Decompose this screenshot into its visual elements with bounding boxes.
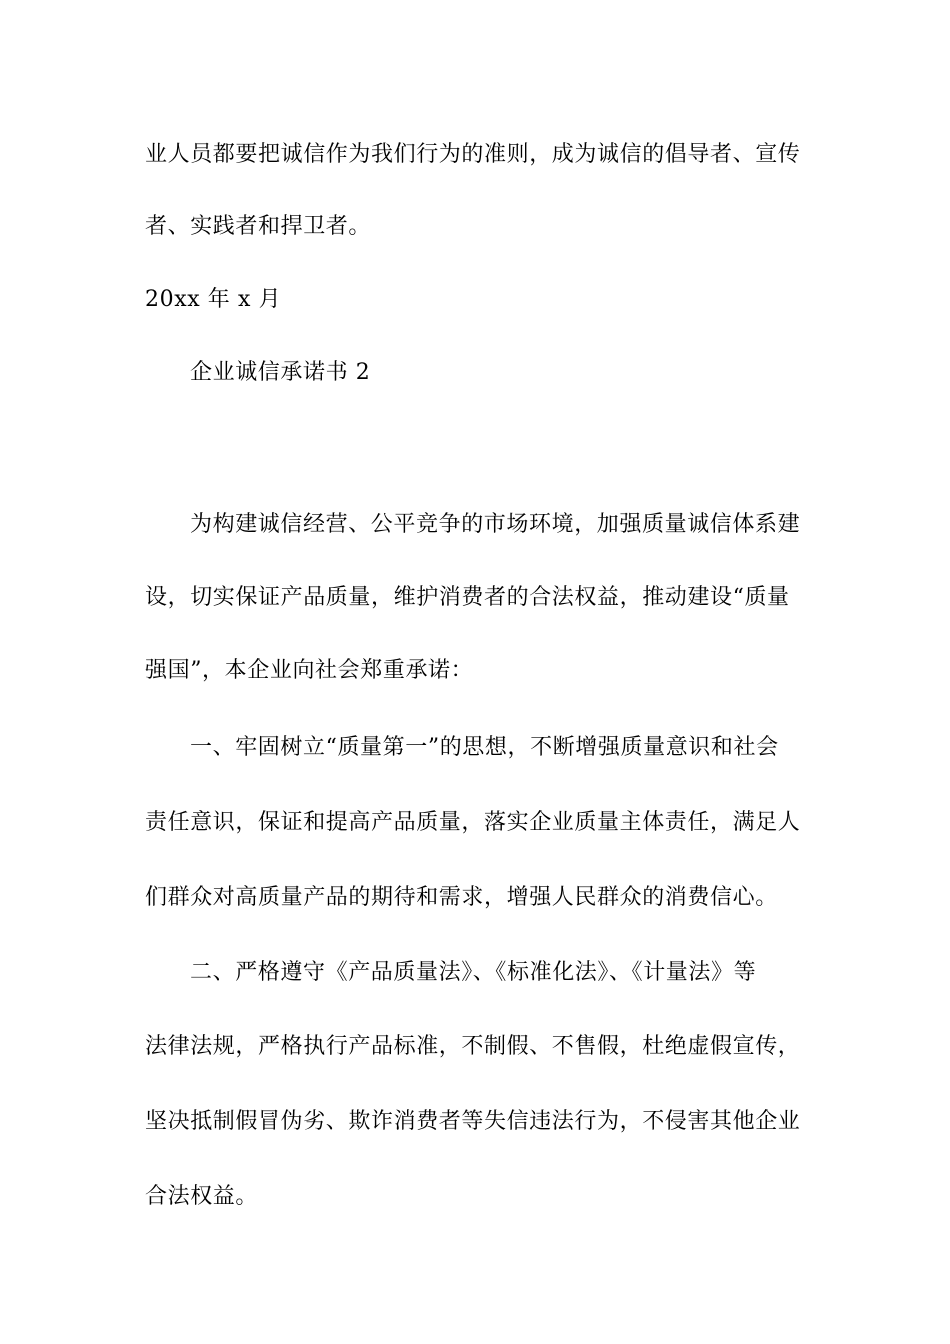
paragraph-line: 设，切实保证产品质量，维护消费者的合法权益，推动建设“质量: [145, 585, 790, 610]
paragraph-line: 强国”，本企业向社会郑重承诺：: [145, 658, 474, 683]
paragraph-line: 责任意识，保证和提高产品质量，落实企业质量主体责任，满足人: [145, 810, 801, 835]
paragraph-line: 们群众对高质量产品的期待和需求，增强人民群众的消费信心。: [145, 885, 778, 910]
paragraph-line: 法律法规，严格执行产品标准，不制假、不售假，杜绝虚假宣传，: [145, 1034, 801, 1059]
paragraph-line: 一、牢固树立“质量第一”的思想，不断增强质量意识和社会: [190, 735, 779, 760]
paragraph-line: 坚决抵制假冒伪劣、欺诈消费者等失信违法行为，不侵害其他企业: [145, 1109, 801, 1134]
paragraph-line: 为构建诚信经营、公平竞争的市场环境，加强质量诚信体系建: [190, 512, 801, 537]
paragraph-line: 合法权益。: [145, 1184, 259, 1209]
date-line: 20xx 年 x 月: [145, 287, 282, 312]
paragraph-line: 二、严格遵守《产品质量法》、《标准化法》、《计量法》等: [190, 960, 757, 985]
paragraph-line: 业人员都要把诚信作为我们行为的准则，成为诚信的倡导者、宣传: [145, 142, 801, 167]
paragraph-line: 者、实践者和捍卫者。: [145, 214, 372, 239]
section-title: 企业诚信承诺书 2: [190, 360, 371, 385]
